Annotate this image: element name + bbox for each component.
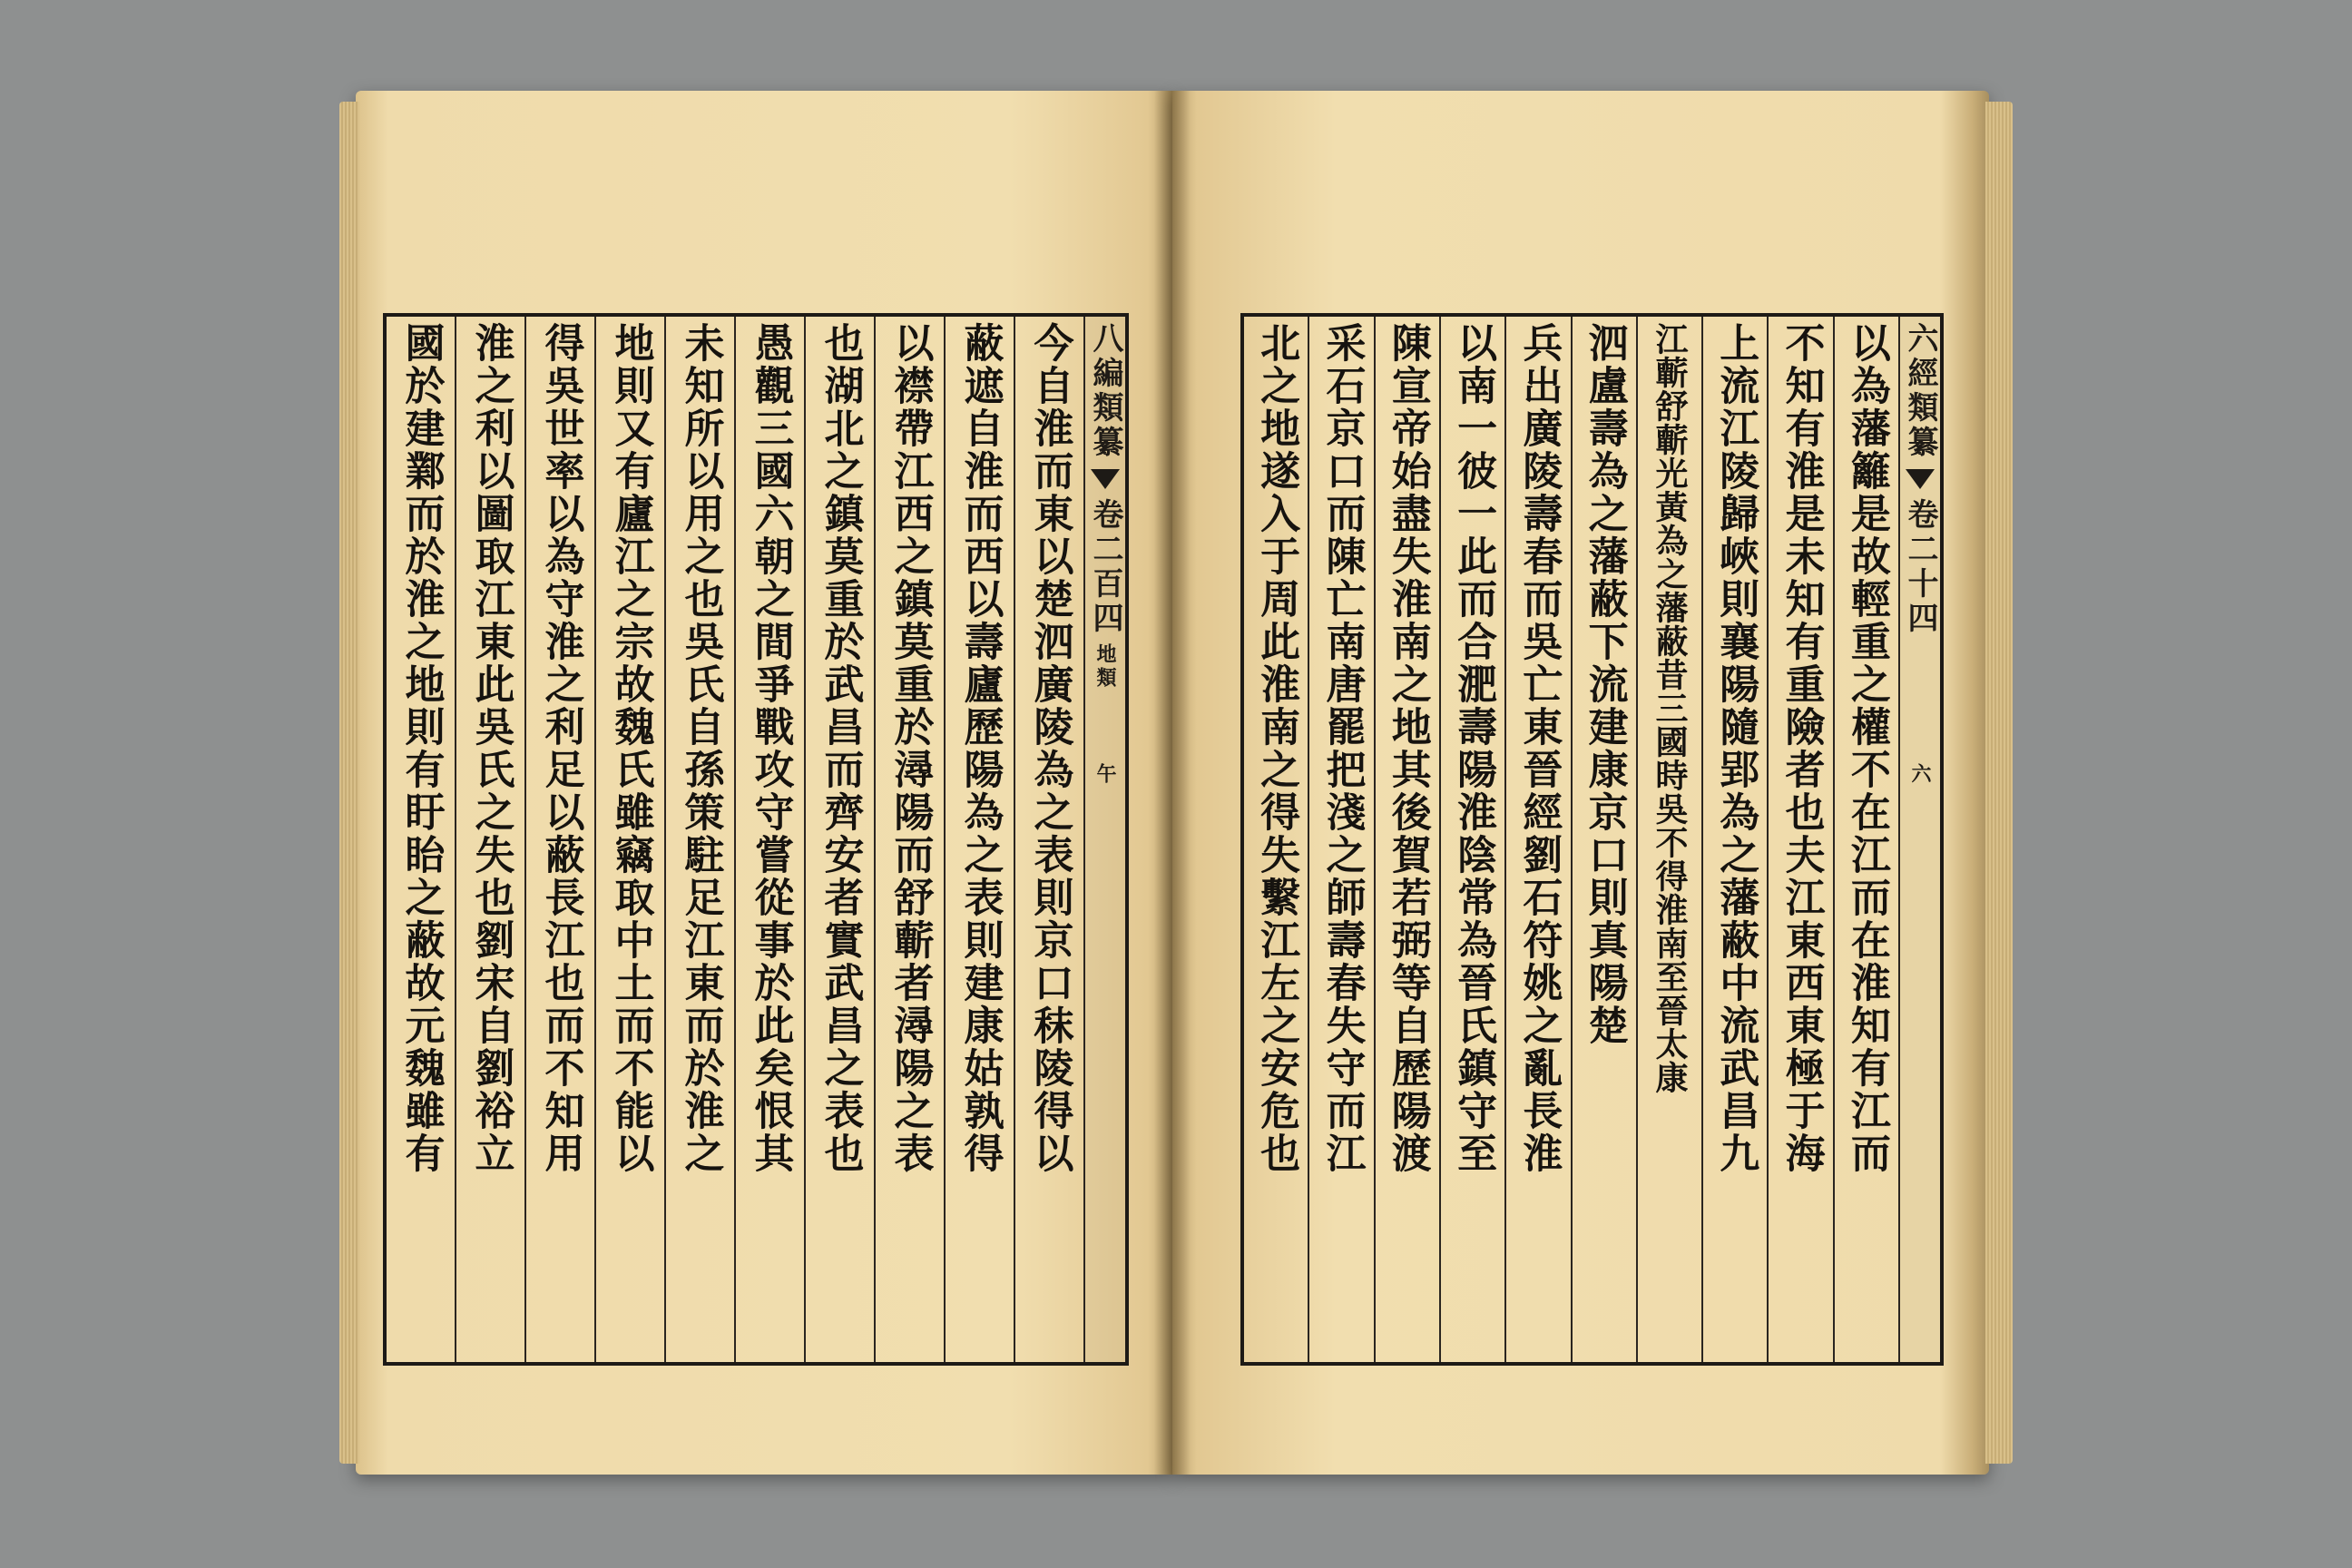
column-text: 以為藩籬是故輕重之權不在江而在淮知有江而 xyxy=(1843,322,1890,1175)
open-book xyxy=(356,91,1989,1475)
left-margin-column xyxy=(1083,317,1125,1362)
fish-tail-mark xyxy=(1091,469,1120,489)
column-text: 淮之利以圖取江東此吳氏之失也劉宋自劉裕立 xyxy=(467,322,514,1175)
right-margin-volume: 卷二十四 xyxy=(1902,498,1938,636)
text-column xyxy=(804,317,874,1362)
left-text-frame xyxy=(383,313,1129,1366)
text-column xyxy=(594,317,664,1362)
right-margin-title: 六經類纂 xyxy=(1902,322,1938,460)
text-column xyxy=(1701,317,1767,1362)
column-text: 以南一彼一此而合淝壽陽淮陰常為晉氏鎮守至 xyxy=(1450,322,1497,1175)
right-page-edges xyxy=(1985,102,2013,1464)
text-column xyxy=(1833,317,1898,1362)
column-text: 今自淮而東以楚泗廣陵為之表則京口秣陵得以 xyxy=(1026,322,1073,1175)
left-margin-category: 地類 xyxy=(1093,643,1117,691)
column-text: 得吳世率以為守淮之利足以蔽長江也而不知用 xyxy=(537,322,584,1175)
column-text: 愚觀三國六朝之間爭戰攻守嘗從事於此矣恨其 xyxy=(747,322,794,1175)
text-column xyxy=(1504,317,1570,1362)
column-text: 泗盧壽為之藩蔽下流建康京口則真陽楚 xyxy=(1581,322,1628,1047)
text-column xyxy=(387,317,455,1362)
text-column xyxy=(734,317,804,1362)
text-column xyxy=(1767,317,1832,1362)
column-text: 未知所以用之也吳氏自孫策駐足江東而於淮之 xyxy=(677,322,724,1175)
column-text: 不知有淮是未知有重險者也夫江東西東極于海 xyxy=(1778,322,1825,1175)
text-column xyxy=(1374,317,1439,1362)
column-text: 北之地遂入于周此淮南之得失繫江左之安危也 xyxy=(1253,322,1300,1175)
text-column xyxy=(1308,317,1373,1362)
column-text: 地則又有廬江之宗故魏氏雖竊取中土而不能以 xyxy=(607,322,654,1175)
column-text: 以襟帶江西之鎮莫重於潯陽而舒蘄者潯陽之表 xyxy=(887,322,934,1175)
left-margin-volume: 卷二百四 xyxy=(1087,498,1123,636)
column-text: 上流江陵歸峽則襄陽隨郢為之藩蔽中流武昌九 xyxy=(1712,322,1759,1175)
text-column xyxy=(664,317,734,1362)
text-column xyxy=(524,317,594,1362)
book-gutter xyxy=(1154,91,1191,1475)
text-column xyxy=(1439,317,1504,1362)
text-column xyxy=(1014,317,1083,1362)
left-margin-title: 八編類纂 xyxy=(1087,322,1123,460)
text-column xyxy=(455,317,524,1362)
text-column xyxy=(1244,317,1308,1362)
column-text: 陳宣帝始盡失淮南之地其後賀若弼等自歷陽渡 xyxy=(1384,322,1431,1175)
right-margin-folio: 六 xyxy=(1908,763,1932,787)
right-text-frame xyxy=(1240,313,1944,1366)
column-text: 江蘄舒蘄光黃為之藩蔽昔三國時吳不得淮南至晉太康 xyxy=(1650,322,1689,1094)
left-page xyxy=(356,91,1172,1475)
column-text: 兵出廣陵壽春而吳亡東晉經劉石符姚之亂長淮 xyxy=(1515,322,1563,1175)
right-margin-column xyxy=(1898,317,1940,1362)
left-margin-folio: 午 xyxy=(1093,763,1117,787)
column-text: 也湖北之鎮莫重於武昌而齊安者實武昌之表也 xyxy=(817,322,864,1175)
text-column xyxy=(874,317,944,1362)
column-text: 蔽遮自淮而西以壽廬歷陽為之表則建康姑孰得 xyxy=(956,322,1004,1175)
fish-tail-mark xyxy=(1906,469,1935,489)
left-page-edges xyxy=(339,102,359,1464)
text-column xyxy=(1636,317,1701,1362)
text-column xyxy=(944,317,1014,1362)
column-text: 采石京口而陳亡南唐罷把淺之師壽春失守而江 xyxy=(1318,322,1366,1175)
column-text: 國於建鄴而於淮之地則有盱眙之蔽故元魏雖有 xyxy=(397,322,445,1175)
text-column xyxy=(1571,317,1636,1362)
